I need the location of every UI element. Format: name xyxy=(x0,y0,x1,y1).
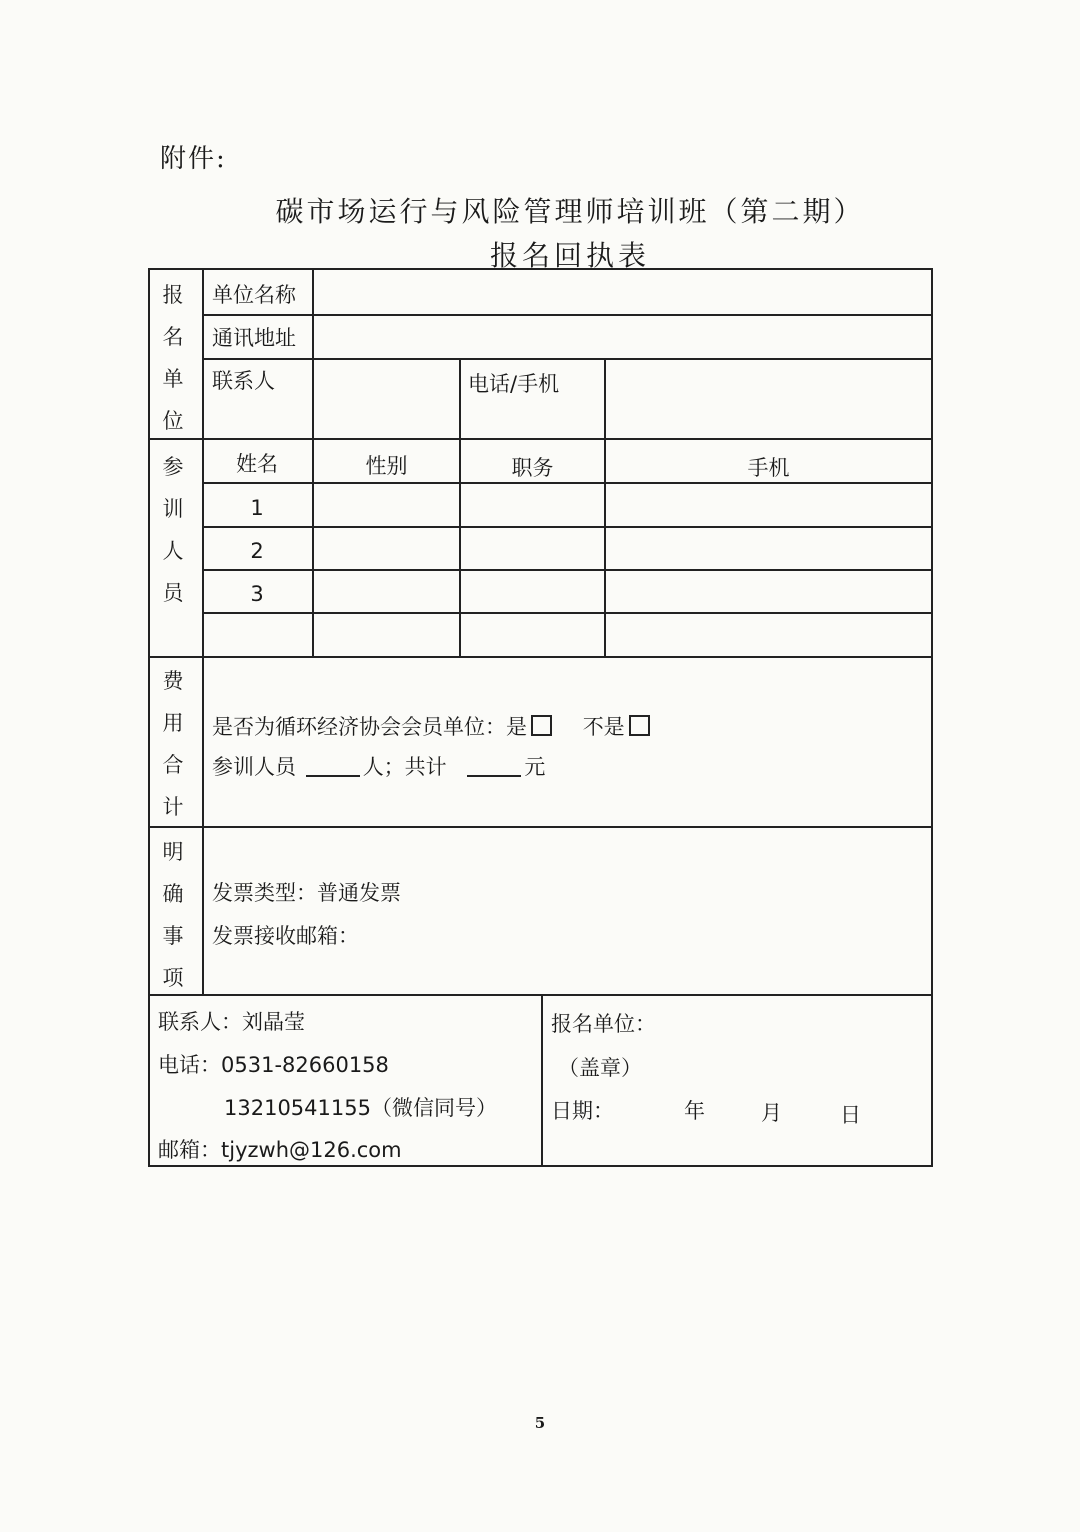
trainee-count-line xyxy=(212,757,545,778)
section-unit-char: 名 xyxy=(162,325,184,349)
header-name: 姓名 xyxy=(236,452,278,476)
organizer-mobile: 13210541155（微信同号） xyxy=(224,1096,497,1120)
yes-checkbox[interactable] xyxy=(531,715,552,736)
total-blank[interactable] xyxy=(467,757,521,777)
row-number: 3 xyxy=(250,582,264,606)
divider xyxy=(150,826,931,828)
section-trainee-char: 参 xyxy=(162,455,184,479)
section-unit-char: 单 xyxy=(162,367,184,391)
section-clarify-char: 项 xyxy=(162,966,184,990)
count-mid: 人；共计 xyxy=(362,755,447,779)
section-trainee-char: 训 xyxy=(162,497,184,521)
header-position: 职务 xyxy=(511,456,554,480)
not-member-label: 不是 xyxy=(582,715,625,739)
invoice-email: 发票接收邮箱： xyxy=(212,924,359,948)
section-trainee-char: 人 xyxy=(162,539,184,563)
section-clarify-char: 事 xyxy=(162,924,184,948)
section-fee-char: 费 xyxy=(162,669,184,693)
section-unit-char: 位 xyxy=(162,409,184,433)
row-number: 2 xyxy=(250,539,264,563)
date-month: 月 xyxy=(761,1101,782,1125)
form-subtitle: 报名回执表 xyxy=(489,239,650,272)
date-label: 日期： xyxy=(551,1099,614,1123)
section-trainee-char: 员 xyxy=(162,581,184,605)
organizer-email: 邮箱：tjyzwh@126.com xyxy=(158,1138,402,1162)
section-fee-char: 计 xyxy=(162,795,184,819)
divider xyxy=(150,656,931,658)
count-blank[interactable] xyxy=(306,757,360,777)
divider xyxy=(541,994,543,1165)
date-year: 年 xyxy=(684,1099,705,1123)
no-checkbox[interactable] xyxy=(629,715,650,736)
section-unit-char: 报 xyxy=(162,283,184,307)
divider xyxy=(604,358,606,656)
date-day: 日 xyxy=(840,1103,861,1127)
organizer-contact: 联系人：刘晶莹 xyxy=(158,1010,305,1034)
unit-name-label: 单位名称 xyxy=(212,283,296,307)
row-number: 1 xyxy=(250,496,264,520)
section-fee-char: 合 xyxy=(162,753,184,777)
contact-label: 联系人 xyxy=(212,369,275,393)
applicant-unit-label: 报名单位： xyxy=(551,1012,656,1036)
section-clarify-char: 确 xyxy=(162,882,184,906)
invoice-type: 发票类型：普通发票 xyxy=(212,881,401,905)
member-question-text: 是否为循环经济协会会员单位：是 xyxy=(212,715,527,739)
form-title: 碳市场运行与风险管理师培训班（第二期） xyxy=(275,195,865,228)
phone-label: 电话/手机 xyxy=(468,372,560,396)
attachment-label: 附件: xyxy=(160,144,227,174)
section-fee-char: 用 xyxy=(162,711,184,735)
organizer-phone: 电话：0531-82660158 xyxy=(158,1053,389,1077)
header-gender: 性别 xyxy=(365,454,408,478)
section-clarify-char: 明 xyxy=(162,840,184,864)
divider xyxy=(459,358,461,656)
address-label: 通讯地址 xyxy=(212,326,296,350)
count-suffix: 元 xyxy=(524,755,546,779)
count-prefix: 参训人员 xyxy=(212,755,296,779)
registration-form xyxy=(148,268,933,1167)
page-number: 5 xyxy=(534,1414,546,1432)
member-question xyxy=(212,715,650,738)
divider xyxy=(202,270,204,994)
divider xyxy=(150,438,931,440)
seal-label: （盖章） xyxy=(558,1056,642,1080)
header-mobile: 手机 xyxy=(747,456,790,480)
